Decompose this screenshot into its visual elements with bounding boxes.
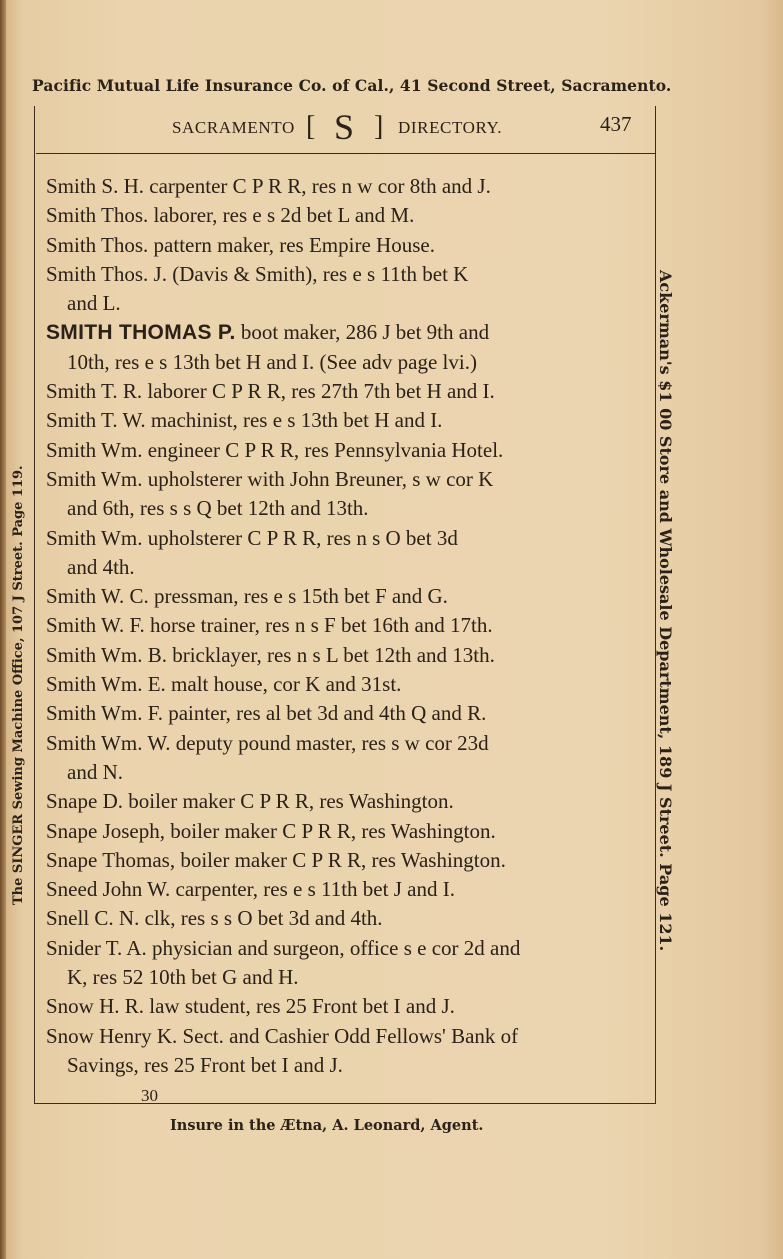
- directory-entry: [46, 436, 646, 465]
- entry-bold-name: SMITH THOMAS P.: [46, 321, 236, 345]
- right-margin-advertisement: Ackerman's $1 00 Store and Wholesale Department, 189 J Street. Page 121.: [656, 270, 675, 952]
- directory-entry: [46, 934, 646, 993]
- entry-first-line: [46, 611, 646, 640]
- entry-first-line: [46, 201, 646, 230]
- directory-entry: [46, 641, 646, 670]
- entry-first-line: [46, 406, 646, 435]
- entry-continuation-line: and L.: [67, 291, 121, 316]
- entry-text: Smith Wm. engineer C P R R, res Pennsylvania Hotel.: [46, 437, 504, 462]
- entry-text: Smith Thos. J. (Davis & Smith), res e s 11th bet K: [46, 261, 469, 286]
- entry-first-line: [46, 231, 646, 260]
- running-head-bracket-close: ]: [374, 111, 384, 142]
- entry-text: Snell C. N. clk, res s s O bet 3d and 4th.: [46, 906, 383, 931]
- entry-continuation-line: and 6th, res s s Q bet 12th and 13th.: [67, 496, 369, 521]
- directory-entry: [46, 699, 646, 728]
- entry-first-line: [46, 260, 646, 289]
- directory-entry: [46, 377, 646, 406]
- directory-entry: [46, 465, 646, 524]
- directory-entry: [46, 729, 646, 788]
- entry-first-line: [46, 699, 646, 728]
- directory-entry: [46, 817, 646, 846]
- entry-first-line: [46, 524, 646, 553]
- entry-first-line: [46, 436, 646, 465]
- directory-entry: [46, 201, 646, 230]
- entry-first-line: [46, 817, 646, 846]
- entry-first-line: [46, 875, 646, 904]
- entry-text: Snape Joseph, boiler maker C P R R, res Washington.: [46, 818, 496, 843]
- running-head-bracket-open: [: [306, 111, 316, 142]
- entry-first-line: [46, 465, 646, 494]
- directory-entry: [46, 846, 646, 875]
- entry-first-line: [46, 934, 646, 963]
- entry-text: Smith Wm. F. painter, res al bet 3d and 4th Q and R.: [46, 701, 487, 726]
- entry-text: Sneed John W. carpenter, res e s 11th bet J and I.: [46, 877, 455, 902]
- bottom-advertisement: Insure in the Ætna, A. Leonard, Agent.: [170, 1117, 484, 1134]
- entry-first-line: [46, 670, 646, 699]
- entry-continuation-line: K, res 52 10th bet G and H.: [67, 965, 299, 990]
- directory-entry: [46, 611, 646, 640]
- directory-entry: [46, 231, 646, 260]
- directory-entry: [46, 524, 646, 583]
- left-margin-advertisement: The SINGER Sewing Machine Office, 107 J Street. Page 119.: [11, 465, 26, 905]
- entry-text: Smith W. C. pressman, res e s 15th bet F and G.: [46, 584, 448, 609]
- entry-text: Smith T. W. machinist, res e s 13th bet H and I.: [46, 408, 443, 433]
- top-advertisement: Pacific Mutual Life Insurance Co. of Cal., 41 Second Street, Sacramento.: [32, 76, 672, 95]
- directory-entry: [46, 670, 646, 699]
- entry-text: boot maker, 286 J bet 9th and: [235, 320, 490, 345]
- entry-text: Snider T. A. physician and surgeon, office s e cor 2d and: [46, 935, 521, 960]
- entry-first-line: [46, 729, 646, 758]
- entry-first-line: [46, 787, 646, 816]
- directory-entry: [46, 787, 646, 816]
- entry-first-line: [46, 641, 646, 670]
- page-number: 437: [600, 112, 632, 136]
- entry-continuation-line: and 4th.: [67, 554, 135, 579]
- entry-first-line: [46, 318, 646, 347]
- running-head-city: SACRAMENTO: [172, 118, 295, 137]
- entry-text: Smith Thos. laborer, res e s 2d bet L and M.: [46, 203, 415, 228]
- entry-text: Smith W. F. horse trainer, res n s F bet 16th and 17th.: [46, 613, 493, 638]
- entry-first-line: [46, 1022, 646, 1051]
- entry-first-line: [46, 172, 646, 201]
- entry-continuation-line: Savings, res 25 Front bet I and J.: [67, 1052, 343, 1077]
- directory-entry: [46, 406, 646, 435]
- entry-text: Smith S. H. carpenter C P R R, res n w cor 8th and J.: [46, 174, 491, 198]
- page-edge: [0, 0, 6, 1259]
- entry-text: Snape D. boiler maker C P R R, res Washington.: [46, 789, 454, 814]
- entry-text: Smith Wm. B. bricklayer, res n s L bet 12th and 13th.: [46, 642, 495, 667]
- header-rule: [36, 153, 656, 154]
- entry-text: Snow H. R. law student, res 25 Front bet I and J.: [46, 994, 455, 1019]
- entry-continuation-line: 10th, res e s 13th bet H and I. (See adv page lvi.): [67, 349, 477, 374]
- entry-first-line: [46, 846, 646, 875]
- entry-text: Smith Thos. pattern maker, res Empire House.: [46, 232, 435, 257]
- entry-text: Snow Henry K. Sect. and Cashier Odd Fellows' Bank of: [46, 1023, 519, 1048]
- directory-entry: [46, 904, 646, 933]
- directory-entry: [46, 582, 646, 611]
- directory-entry: [46, 260, 646, 319]
- directory-entry: [46, 318, 646, 377]
- directory-entry: [46, 172, 646, 201]
- entry-first-line: [46, 904, 646, 933]
- entry-first-line: [46, 377, 646, 406]
- directory-entry: [46, 875, 646, 904]
- running-head-letter: S: [334, 107, 355, 147]
- signature-mark: 30: [141, 1086, 158, 1105]
- entry-text: Smith Wm. upholsterer with John Breuner, s w cor K: [46, 466, 494, 491]
- entry-text: Smith Wm. E. malt house, cor K and 31st.: [46, 672, 402, 697]
- entry-first-line: [46, 582, 646, 611]
- running-head-title: DIRECTORY.: [398, 118, 503, 137]
- entry-text: Smith Wm. W. deputy pound master, res s w cor 23d: [46, 730, 489, 755]
- entry-continuation-line: and N.: [67, 759, 123, 784]
- directory-entry: [46, 1022, 646, 1081]
- directory-entry: [46, 992, 646, 1021]
- running-head: [36, 107, 656, 148]
- directory-entries: [46, 172, 646, 1080]
- entry-first-line: [46, 992, 646, 1021]
- entry-text: Smith T. R. laborer C P R R, res 27th 7th bet H and I.: [46, 379, 495, 404]
- entry-text: Smith Wm. upholsterer C P R R, res n s O bet 3d: [46, 525, 458, 550]
- entry-text: Snape Thomas, boiler maker C P R R, res Washington.: [46, 847, 506, 872]
